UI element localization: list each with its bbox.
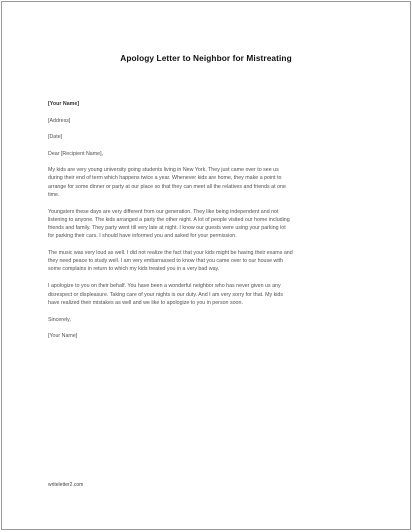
closing: Sincerely,	[48, 316, 71, 323]
footer-site: writeletter2.com	[48, 482, 84, 488]
paragraph-line: time.	[48, 191, 60, 198]
salutation: Dear [Recipient Name],	[48, 150, 104, 157]
paragraph-line: listening to anyone. The kids arranged a party the other night. A lot of people visited our home including	[48, 216, 290, 223]
paragraph-line: have realized their mistakes as well and we like to apologize to you in person soon.	[48, 299, 243, 306]
paragraph-line: friends and family. They party went till very late at night. I know our guests were using your parking lot	[48, 224, 286, 231]
paragraph-line: some complains in return to which my kids treated you in a very bad way.	[48, 266, 220, 273]
paragraph-line: disrespect or displeasure. Taking care of your nights is our duty. And I am very sorry for that. My kids	[48, 291, 284, 298]
letter-page	[1, 1, 411, 530]
paragraph-4	[48, 282, 370, 306]
sender-address: [Address]	[48, 117, 71, 124]
paragraph-line: for parking their cars. I should have informed you and asked for your permission.	[48, 233, 237, 240]
letter-title: Apology Letter to Neighbor for Mistreating	[120, 53, 292, 63]
letter-date: [Date]	[48, 134, 63, 141]
paragraph-line: I apologize to you on their behalf. You have been a wonderful neighbor who has never given us any	[48, 283, 281, 290]
paragraph-line: My kids are very young university going students living in New York. They just came over to see us	[48, 167, 279, 174]
paragraph-3	[48, 249, 370, 273]
paragraph-line: they need peace to study well. I am very embarrassed to know that you came over to our house with	[48, 258, 283, 265]
paragraph-1	[48, 166, 370, 198]
paragraph-2	[48, 208, 370, 240]
paragraph-line: Youngsters these days are very different from our generation. They like being independent and not	[48, 208, 279, 215]
sender-name: [Your Name]	[48, 101, 80, 107]
paragraph-line: during their end of term which happens twice a year. Whenever kids are home, they make a point to	[48, 175, 282, 182]
signature-name: [Your Name]	[48, 333, 78, 340]
letter-body	[48, 100, 370, 340]
paragraph-line: The music was very loud as well. I did not realize the fact that your kids might be having their exams and	[48, 250, 293, 257]
paragraph-line: arrange for some dinner or party at our place so that they can meet all the relatives and friends at one	[48, 183, 286, 190]
